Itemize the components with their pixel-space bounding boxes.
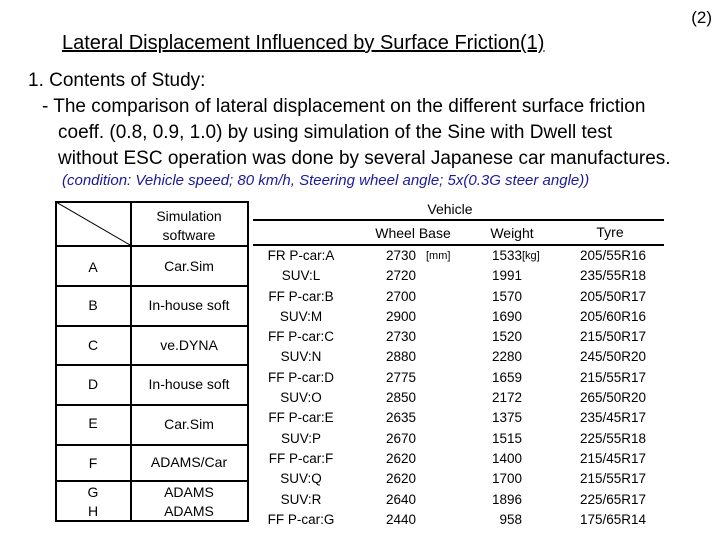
- test-condition: (condition: Vehicle speed; 80 km/h, Steering wheel angle; 5x(0.3G steer angle)): [62, 172, 590, 189]
- sim-header-line-2: software: [162, 227, 216, 243]
- vehicle-name: SUV:P: [280, 430, 321, 446]
- company-id: E: [88, 415, 98, 431]
- vehicle-name: FF P-car:C: [268, 329, 334, 345]
- company-id: C: [87, 337, 99, 353]
- weight-value: 1520: [491, 329, 522, 345]
- vehicle-header-rule: [253, 219, 664, 221]
- wheelbase-value: 2670: [386, 430, 417, 446]
- vehicle-name: FF P-car:B: [268, 288, 334, 304]
- wheelbase-value: 2730: [386, 248, 417, 263]
- tyre-size: 215/55R17: [579, 369, 647, 385]
- software-name: Car.Sim: [164, 416, 214, 432]
- wheelbase-value: 2620: [386, 471, 417, 487]
- table-left-border: [55, 201, 57, 521]
- wheelbase-value: 2775: [386, 369, 417, 385]
- wheelbase-value: 2620: [386, 450, 417, 466]
- weight-column: [482, 246, 522, 530]
- weight-value: 1400: [491, 450, 522, 466]
- software-name: ADAMS: [164, 484, 214, 500]
- weight-value: 1375: [491, 410, 522, 426]
- vehicle-header: Vehicle: [427, 201, 473, 217]
- vehicle-name: SUV:R: [280, 491, 322, 507]
- wheelbase-value: 2700: [386, 288, 417, 304]
- wheelbase-unit: [mm]: [426, 250, 451, 262]
- tyre-size: 175/65R14: [579, 511, 647, 527]
- weight-value: 958: [499, 511, 522, 527]
- weight-value: 1991: [491, 268, 522, 284]
- wheelbase-value: 2640: [386, 491, 417, 507]
- vehicle-name: FF P-car:E: [268, 410, 334, 426]
- vehicle-name: SUV:Q: [280, 471, 322, 487]
- vehicle-name: SUV:L: [281, 268, 321, 284]
- weight-value: 1533: [491, 248, 522, 263]
- weight-value: 1700: [491, 471, 522, 487]
- company-id: F: [88, 455, 98, 471]
- tyre-size: 205/50R17: [579, 288, 647, 304]
- weight-value: 1515: [491, 430, 522, 446]
- page-number: (2): [691, 8, 712, 27]
- tyre-size: 265/50R20: [579, 390, 647, 406]
- column-divider: [130, 201, 132, 521]
- weight-value: 2280: [491, 349, 522, 365]
- company-id: D: [87, 376, 99, 392]
- weight-value: 1659: [491, 369, 522, 385]
- wheelbase-value: 2850: [386, 390, 417, 406]
- section-heading: 1. Contents of Study:: [28, 70, 206, 91]
- vehicle-name: FF P-car:F: [268, 450, 334, 466]
- software-name: ADAMS/Car: [150, 454, 228, 470]
- wheelbase-value: 2900: [386, 308, 417, 324]
- company-id: H: [87, 503, 99, 519]
- tyre-column: [568, 246, 658, 530]
- tyre-size: 215/55R17: [579, 471, 647, 487]
- software-name: Car.Sim: [164, 258, 214, 274]
- weight-unit: [kg]: [522, 250, 540, 262]
- wheelbase-value: 2880: [386, 349, 417, 365]
- tyre-size: 215/45R17: [579, 450, 647, 466]
- software-name: ADAMS: [164, 503, 214, 519]
- row-divider: [55, 325, 249, 327]
- tyre-size: 205/60R16: [579, 308, 647, 324]
- table-right-border: [247, 201, 249, 521]
- software-name: In-house soft: [148, 297, 230, 313]
- weight-value: 2172: [491, 390, 522, 406]
- vehicle-name: SUV:O: [280, 390, 322, 406]
- tyre-size: 225/65R17: [579, 491, 647, 507]
- wheelbase-header: Wheel Base: [375, 225, 451, 241]
- body-line-2: coeff. (0.8, 0.9, 1.0) by using simulation of the Sine with Dwell test: [58, 122, 613, 143]
- row-divider: [55, 404, 249, 406]
- row-divider: [55, 480, 249, 482]
- vehicle-name: FF P-car:G: [267, 511, 335, 527]
- table-bottom-border: [55, 520, 249, 522]
- row-divider: [55, 444, 249, 446]
- tyre-size: 215/50R17: [579, 329, 647, 345]
- body-line-3: without ESC operation was done by several Japanese car manufactures.: [58, 148, 671, 169]
- slide-title: Lateral Displacement Influenced by Surface Friction(1): [62, 32, 545, 54]
- tyre-size: 245/50R20: [579, 349, 647, 365]
- row-divider: [55, 285, 249, 287]
- body-line-1: - The comparison of lateral displacement on the different surface friction: [42, 96, 646, 117]
- table-header-border: [55, 245, 249, 247]
- sim-header-line-1: Simulation: [156, 208, 222, 224]
- wheelbase-value: 2720: [386, 268, 417, 284]
- vehicle-name: SUV:N: [280, 349, 322, 365]
- software-name: In-house soft: [148, 376, 230, 392]
- vehicle-name: FF P-car:D: [268, 369, 334, 385]
- company-id: B: [88, 297, 98, 313]
- weight-header: Weight: [490, 225, 534, 241]
- row-divider: [55, 364, 249, 366]
- header-diagonal: [56, 202, 130, 245]
- wheelbase-value: 2730: [386, 329, 417, 345]
- vehicle-column: [255, 246, 347, 530]
- software-name: ve.DYNA: [160, 337, 218, 353]
- weight-value: 1896: [491, 491, 522, 507]
- wheelbase-value: 2635: [386, 410, 417, 426]
- tyre-size: 235/55R18: [579, 268, 647, 284]
- tyre-size: 235/45R17: [579, 410, 647, 426]
- wheelbase-value: 2440: [386, 511, 417, 527]
- tyre-size: 205/55R16: [579, 248, 647, 263]
- weight-value: 1570: [491, 288, 522, 304]
- company-id: G: [87, 484, 99, 500]
- weight-value: 1690: [491, 308, 522, 324]
- tyre-header: Tyre: [596, 224, 624, 240]
- vehicle-name: SUV:M: [279, 308, 323, 324]
- tyre-size: 225/55R18: [579, 430, 647, 446]
- wheelbase-column: [386, 246, 426, 530]
- company-id: A: [88, 259, 98, 275]
- vehicle-name: FR P-car:A: [267, 248, 335, 263]
